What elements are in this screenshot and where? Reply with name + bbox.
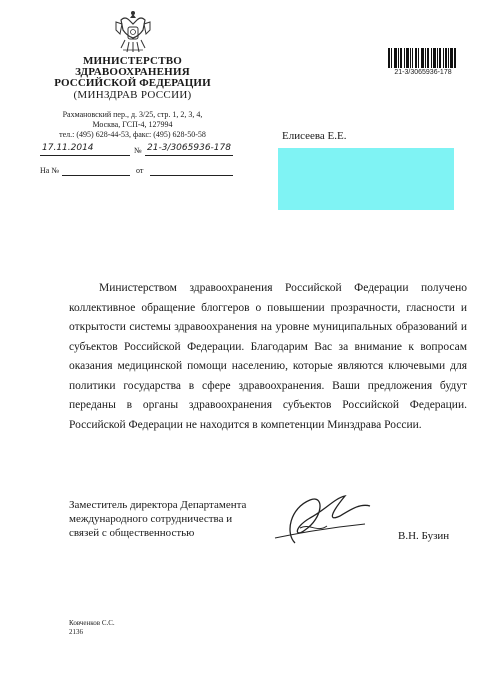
- ministry-name-line2: ЗДРАВООХРАНЕНИЯ: [75, 66, 190, 78]
- ministry-short-name: (МИНЗДРАВ РОССИИ): [73, 89, 192, 101]
- barcode: [388, 48, 456, 68]
- reference-number-label: На №: [40, 166, 59, 175]
- reference-date-label: от: [136, 166, 144, 175]
- reference-date-underline: [150, 175, 233, 176]
- letter-paragraph: Министерством здравоохранения Российской Федерации получено коллективное обращение блоггеров о повышении прозрачности, гласности и открытости системы здравоохранения на уровне муниципальных образований и субъектов Российской Федерации. Благодарим Вас за внимание к вопросам оказания медицинской помощи населению, которые являются ключевыми для политики государства в сфере здравоохранения. Ваши предложения будут переданы в органы здравоохранения субъектов Российской Федерации. Российской Федерации не находится в компетенции Минздрава России.: [69, 282, 467, 431]
- number-underline: [145, 155, 233, 156]
- barcode-number: 21-3/3065936-178: [394, 69, 452, 76]
- executor-phone: 2136: [69, 628, 83, 636]
- reference-number-underline: [62, 175, 130, 176]
- signatory-title: [69, 498, 246, 540]
- address-line1: Рахмановский пер., д. 3/25, стр. 1, 2, 3, 4,: [62, 110, 203, 119]
- signatory-title-line3: связей с общественностью: [69, 527, 195, 539]
- registration-number: 21-3/3065936-178: [147, 143, 231, 153]
- address-line2: Москва, ГСП-4, 127994: [92, 120, 173, 129]
- address-contacts: тел.: (495) 628-44-53, факс: (495) 628-50-58: [59, 130, 206, 139]
- executor-name: Ковченков С.С.: [69, 619, 115, 627]
- signatory-title-line2: международного сотрудничества и: [69, 513, 233, 525]
- coat-of-arms-emblem: [113, 10, 153, 56]
- letter-body: [69, 279, 467, 435]
- signatory-name: В.Н. Бузин: [398, 530, 450, 542]
- registration-date: 17.11.2014: [42, 143, 94, 153]
- ministry-name-line1: МИНИСТЕРСТВО: [82, 55, 183, 67]
- signatory-title-line1: Заместитель директора Департамента: [69, 499, 247, 511]
- ministry-name-line3: РОССИЙСКОЙ ФЕДЕРАЦИИ: [54, 77, 211, 89]
- recipient-name: Елисеева Е.Е.: [282, 130, 347, 142]
- executor-info: [69, 619, 115, 637]
- handwritten-signature: [265, 488, 375, 553]
- redacted-address-block: [278, 148, 454, 210]
- date-underline: [40, 155, 130, 156]
- number-label: №: [134, 146, 142, 155]
